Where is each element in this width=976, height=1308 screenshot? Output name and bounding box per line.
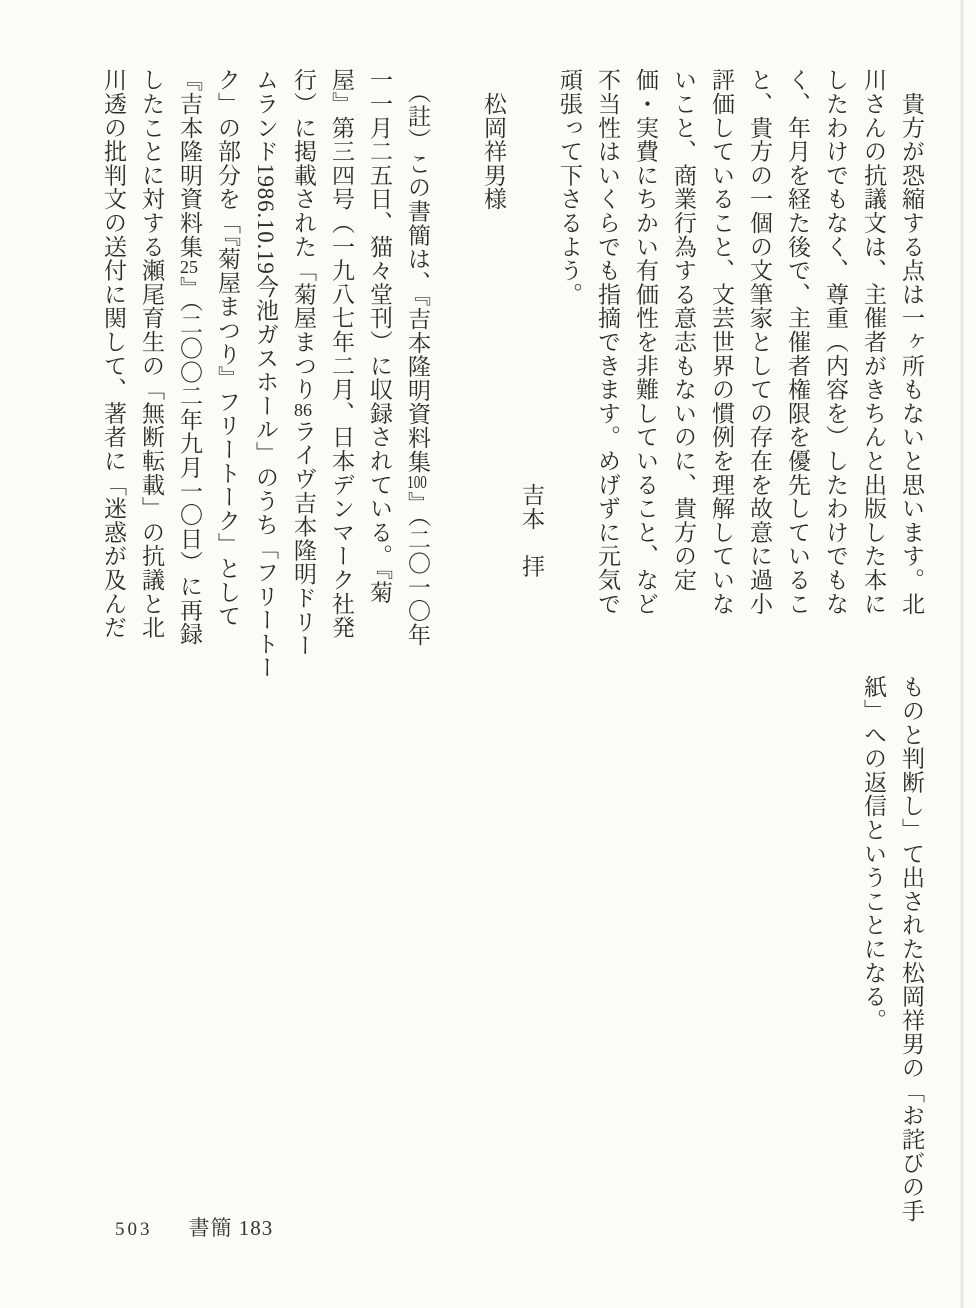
text-column: 一一月二五日、猫々堂刊）に収録されている。『菊 <box>367 68 392 604</box>
tate-chu-yoko-number: 100 <box>407 473 427 492</box>
text-column: したことに対する瀬尾育生の「無断転載」の抗議と北 <box>139 68 164 640</box>
letter-signature: 吉本 拝 <box>519 483 544 579</box>
main-text-band <box>94 68 930 679</box>
text-column: 屋』第三四号（一九八七年二月、日本デンマーク社発 <box>329 68 354 640</box>
text-column: したわけでもなく、尊重（内容を）したわけでもな <box>823 68 848 616</box>
text-column: 価・実費にちかい有価性を非難していること、など <box>633 68 658 616</box>
text-column: いこと、商業行為する意志もないのに、貴方の定 <box>671 68 696 592</box>
letter-body <box>550 68 930 679</box>
text-column: く、年月を経た後で、主催者権限を優先しているこ <box>785 68 810 616</box>
text-column: 貴方が恐縮する点は一ヶ所もないと思います。北 <box>899 68 924 616</box>
text-column: 不当性はいくらでも指摘できます。めげずに元気で <box>595 68 620 616</box>
text-column: 川さんの抗議文は、主催者がきちんと出版した本に <box>861 68 886 616</box>
text-column: 頑張って下さるよう。 <box>557 68 582 306</box>
text-column: 川透の批判文の送付に関して、著者に「迷惑が及んだ <box>101 68 126 640</box>
editorial-note <box>94 68 436 679</box>
text-column: 『吉本隆明資料集25』（二〇〇二年九月一〇日）に再録 <box>177 68 202 646</box>
text-column: 紙」への返信ということになる。 <box>861 675 886 1032</box>
continuation-text-band <box>854 675 930 1222</box>
text-column: 行）に掲載された「菊屋まつり86ライヴ吉本隆明ドリー <box>291 68 316 658</box>
text-column: ものと判断し」て出された松岡祥男の「お詫びの手 <box>899 675 924 1223</box>
tate-chu-yoko-number: 86 <box>294 401 312 420</box>
tate-chu-yoko-number: 25 <box>180 258 198 277</box>
running-title: 書簡 183 <box>188 1216 274 1240</box>
letter-addressee: 松岡祥男様 <box>481 68 506 211</box>
page-footer <box>115 1212 273 1242</box>
text-column: 評価していること、文芸世界の慣例を理解していな <box>709 68 734 616</box>
text-column: ムランド1986.10.19今池ガスホール」のうち「フリートー <box>253 68 278 680</box>
page-number: 503 <box>115 1219 153 1240</box>
text-column: ク」の部分を「『菊屋まつり』フリートーク」として <box>215 68 240 628</box>
text-column: （註）この書簡は、『吉本隆明資料集100』（二〇一〇年 <box>405 68 430 647</box>
page-gutter-shadow <box>960 0 964 1308</box>
text-column: と、貴方の一個の文筆家としての存在を故意に過小 <box>747 68 772 616</box>
